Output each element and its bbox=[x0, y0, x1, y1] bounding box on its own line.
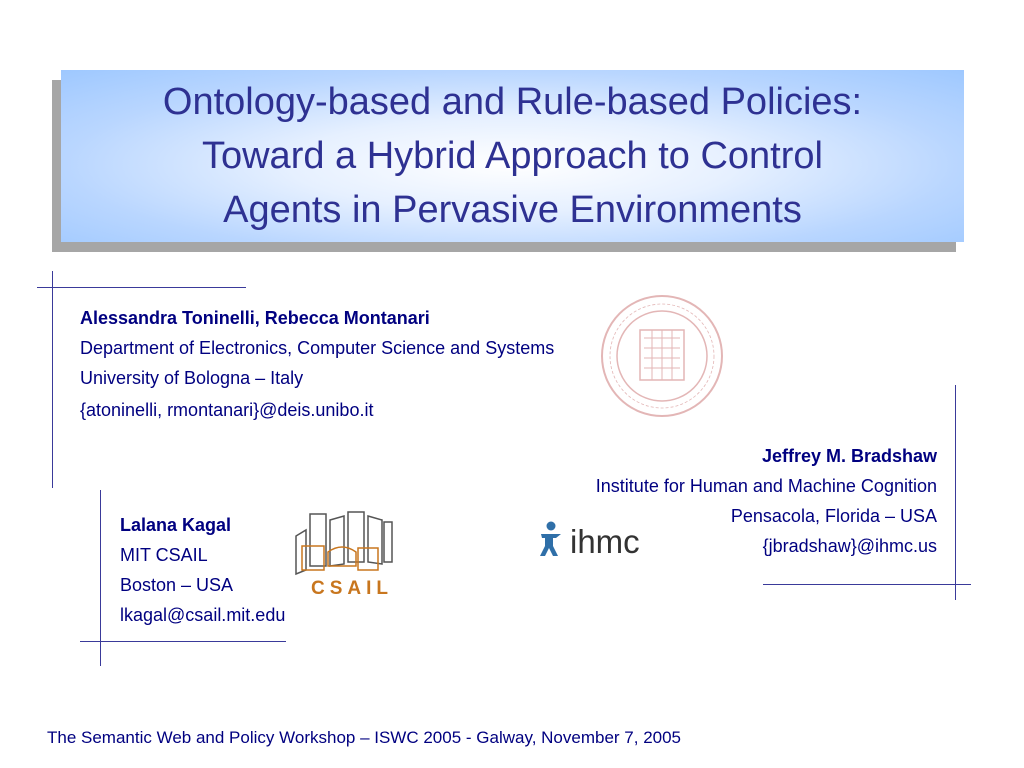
frame-line-bottom bbox=[80, 641, 286, 642]
slide-title bbox=[163, 75, 862, 237]
frame-line-top bbox=[37, 287, 246, 288]
footer-text: The Semantic Web and Policy Workshop – ISWC 2005 - Galway, November 7, 2005 bbox=[47, 728, 682, 747]
title-line-1: Ontology-based and Rule-based Policies: bbox=[162, 81, 863, 123]
mit-lab: MIT CSAIL bbox=[120, 545, 208, 565]
frame-line-left bbox=[52, 271, 53, 488]
bologna-email: {atoninelli, rmontanari}@deis.unibo.it bbox=[80, 400, 374, 420]
ihmc-location: Pensacola, Florida – USA bbox=[730, 506, 937, 526]
csail-logo-icon bbox=[292, 506, 412, 600]
university-seal-icon bbox=[600, 294, 724, 418]
ihmc-logo-text: ihmc bbox=[570, 523, 640, 560]
ihmc-institute: Institute for Human and Machine Cognition bbox=[595, 476, 937, 496]
bologna-department: Department of Electronics, Computer Science and Systems bbox=[80, 338, 555, 358]
frame-line-bottom-left bbox=[100, 490, 101, 666]
authors-bologna bbox=[80, 303, 554, 425]
title-box bbox=[61, 70, 964, 242]
csail-logo-text: CSAIL bbox=[311, 578, 393, 599]
mit-email: lkagal@csail.mit.edu bbox=[120, 605, 286, 625]
bologna-author-names: Alessandra Toninelli, Rebecca Montanari bbox=[80, 308, 430, 328]
ihmc-author-name: Jeffrey M. Bradshaw bbox=[761, 446, 937, 466]
ihmc-logo-icon bbox=[538, 520, 662, 560]
ihmc-email: {jbradshaw}@ihmc.us bbox=[762, 536, 937, 556]
title-line-3: Agents in Pervasive Environments bbox=[223, 189, 802, 231]
title-line-2: Toward a Hybrid Approach to Control bbox=[201, 135, 823, 177]
author-mit bbox=[120, 510, 285, 630]
frame-line-right-bottom bbox=[763, 584, 971, 585]
mit-author-name: Lalana Kagal bbox=[120, 515, 232, 535]
frame-line-right bbox=[955, 385, 956, 600]
bologna-university: University of Bologna – Italy bbox=[80, 368, 304, 388]
mit-location: Boston – USA bbox=[120, 575, 234, 595]
